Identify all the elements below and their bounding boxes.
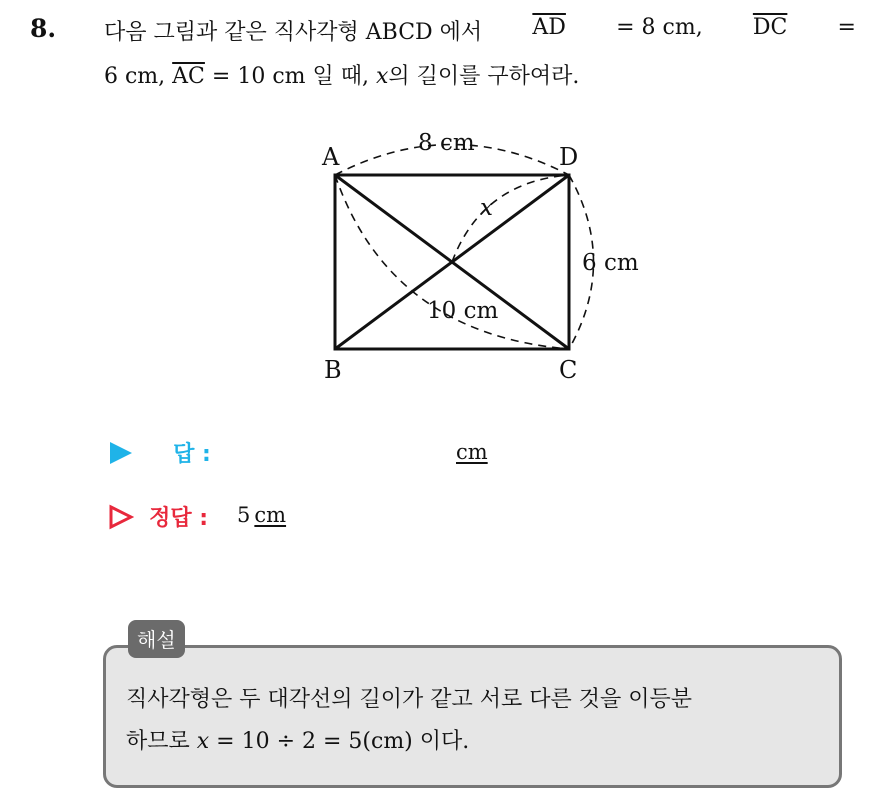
question-text-prefix: 다음 그림과 같은 직사각형 ABCD 에서 [104,20,483,45]
label-a: A [322,143,340,171]
top-length-label: 8 cm [418,130,475,156]
solution-box [103,645,842,788]
filled-triangle-icon [108,440,134,466]
solution-line-1: 직사각형은 두 대각선의 길이가 같고 서로 다른 것을 이등분 [126,687,692,712]
question-line-1 [104,15,856,46]
segment-ac: $\overline{AC}$ [172,64,205,89]
correct-answer-row [108,501,208,532]
solution-equation: = 10 ÷ 2 = 5(cm) 이다. [209,729,470,754]
question-number: 8. [30,14,57,43]
right-length-label: 6 cm [582,250,639,276]
equals-ac: = 10 cm 일 때, [204,64,376,89]
segment-dc: $\overline{DC}$ [752,15,788,40]
correct-unit: cm [254,503,287,527]
answer-label: 답 : [173,442,211,467]
solution-line-2 [126,724,469,755]
equals-dc: = [837,15,856,40]
solution-prefix: 하므로 [126,729,197,754]
segment-ad: $\overline{AD}$ [532,15,566,40]
diagonal-length-label: 10 cm [427,298,499,324]
dc-value: 6 cm, [104,64,173,89]
correct-answer-label: 정답 : [149,506,209,531]
correct-value: 5 [237,503,251,527]
question-line-2 [104,59,579,90]
answer-unit: cm [456,440,488,464]
outline-triangle-icon [108,504,134,530]
solution-tag: 해설 [128,620,185,658]
solution-variable-x: x [196,729,210,754]
variable-x: x [375,64,389,89]
answer-row [108,437,211,468]
rectangle-figure [300,120,660,390]
label-b: B [324,356,342,384]
label-d: D [559,143,579,171]
label-c: C [559,356,578,384]
x-label: x [480,195,493,221]
correct-answer-value [237,503,286,527]
question-text-suffix: 의 길이를 구하여라. [388,64,580,89]
equals-ad: = 8 cm, [616,15,703,40]
